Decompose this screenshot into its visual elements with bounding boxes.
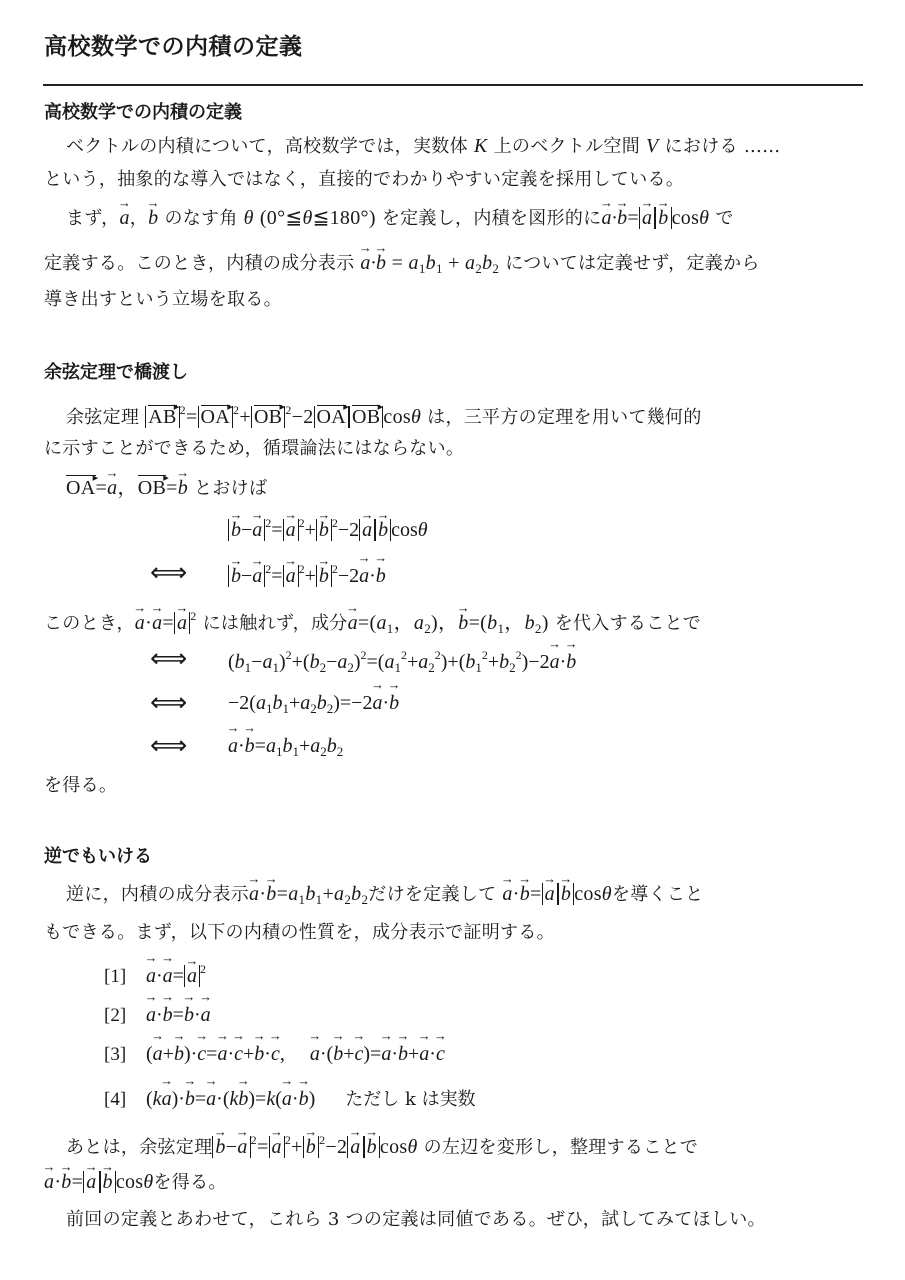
property-item: [1] → a·→ a= → a $^2$ xyxy=(104,962,206,988)
page-title: 高校数学での内積の定義 xyxy=(44,34,303,60)
paragraph-line: 導き出すという立場を取る。 xyxy=(44,289,282,310)
equation: → b−→ a $^2$= → a $^2$+ → b $^2$−2→ a·→ b xyxy=(228,562,386,588)
iff-symbol: ⟺ xyxy=(150,644,188,674)
paragraph-line: 定義する。このとき，内積の成分表示 → $a\cdot\to b = a_1b_1 + a_2b_2$ については定義せず，定義から xyxy=(44,251,760,281)
iff-symbol: ⟺ xyxy=(150,731,188,761)
paragraph-line: → a·→ b= → a → b cosθを得る。 xyxy=(44,1170,227,1195)
section-heading-cosine-bridge: 余弦定理で橋渡し xyxy=(44,362,188,383)
title-divider xyxy=(43,84,863,86)
paragraph-line: もできる。まず，以下の内積の性質を，成分表示で証明する。 xyxy=(44,922,555,943)
paragraph-line: まず，→ a，→ b のなす角 θ (0°≦θ≦180°) を定義し，内積を図形的に→ a·→ b= → a → b cosθ で xyxy=(44,206,734,231)
equation: $-2(a_1b_1+a_2b_2)=-2\to a\cdot\to b$ xyxy=(228,692,399,717)
property-item: [4] (k→ a)·→ b=→ a·(k→ b)=k(→ a·→ b) ただし k は実数 xyxy=(104,1085,476,1111)
section-heading-converse: 逆でもいける xyxy=(44,846,152,867)
paragraph-line: OA ▸=→ a，OB ▸=→ b とおけば xyxy=(44,476,267,501)
iff-symbol: ⟺ xyxy=(150,558,188,588)
paragraph-line: という，抽象的な導入ではなく，直接的でわかりやすい定義を採用している。 xyxy=(44,169,685,190)
paragraph-line: 逆に，内積の成分表示→ $a\cdot\to b=a_1b_1+a_2b_2$だけを定義して → a·→ b= → a → b cosθを導くこと xyxy=(44,882,703,912)
paragraph-line: 余弦定理 AB ▸ $^2$= OA ▸ $^2$+ OB ▸ $^2$−2 OA ▸ OB ▸ cosθ は，三平方の定理を用いて幾何的 xyxy=(44,398,702,430)
property-item: [3] (→ a+→ b)·→ c=→ a·→ c+→ b·→ c, → a·(→ b+→ c)=→ a·→ b+→ a·→ c xyxy=(104,1043,445,1066)
property-item: [2] → a·→ b=→ b·→ a xyxy=(104,1004,211,1027)
equation: $(b_1-a_1)^2+(b_2-a_2)^2=(a_1^2+a_2^2)+(b_1^2+b_2^2)-2\to a\cdot\to b$ xyxy=(228,648,576,676)
paragraph-line: 前回の定義とあわせて，これら 3 つの定義は同値である。ぜひ，試してみてほしい。 xyxy=(66,1209,766,1230)
paragraph-line: ベクトルの内積について，高校数学では，実数体 K 上のベクトル空間 V における …… xyxy=(66,135,781,157)
paragraph-line: このとき，→ a·→ a= → a $^2$ には触れず，成分→ $a=(a_1$，$a_2$)，→ $b=(b_1$，$b_2$) を代入することで xyxy=(44,604,701,641)
paragraph-line: を得る。 xyxy=(44,775,118,796)
equation: → b−→ a $^2$= → a $^2$+ → b $^2$−2 → a → b cosθ xyxy=(228,516,428,542)
section-heading-definition: 高校数学での内積の定義 xyxy=(44,102,242,123)
equation: → $a\cdot\to b=a_1b_1+a_2b_2$ xyxy=(228,735,343,760)
paragraph-line: あとは，余弦定理 → b−→ a $^2$= → a $^2$+ → b $^2$−2 → a → b cosθ の左辺を変形し，整理することで xyxy=(44,1128,698,1160)
paragraph-line: に示すことができるため，循環論法にはならない。 xyxy=(44,438,465,459)
iff-symbol: ⟺ xyxy=(150,688,188,718)
